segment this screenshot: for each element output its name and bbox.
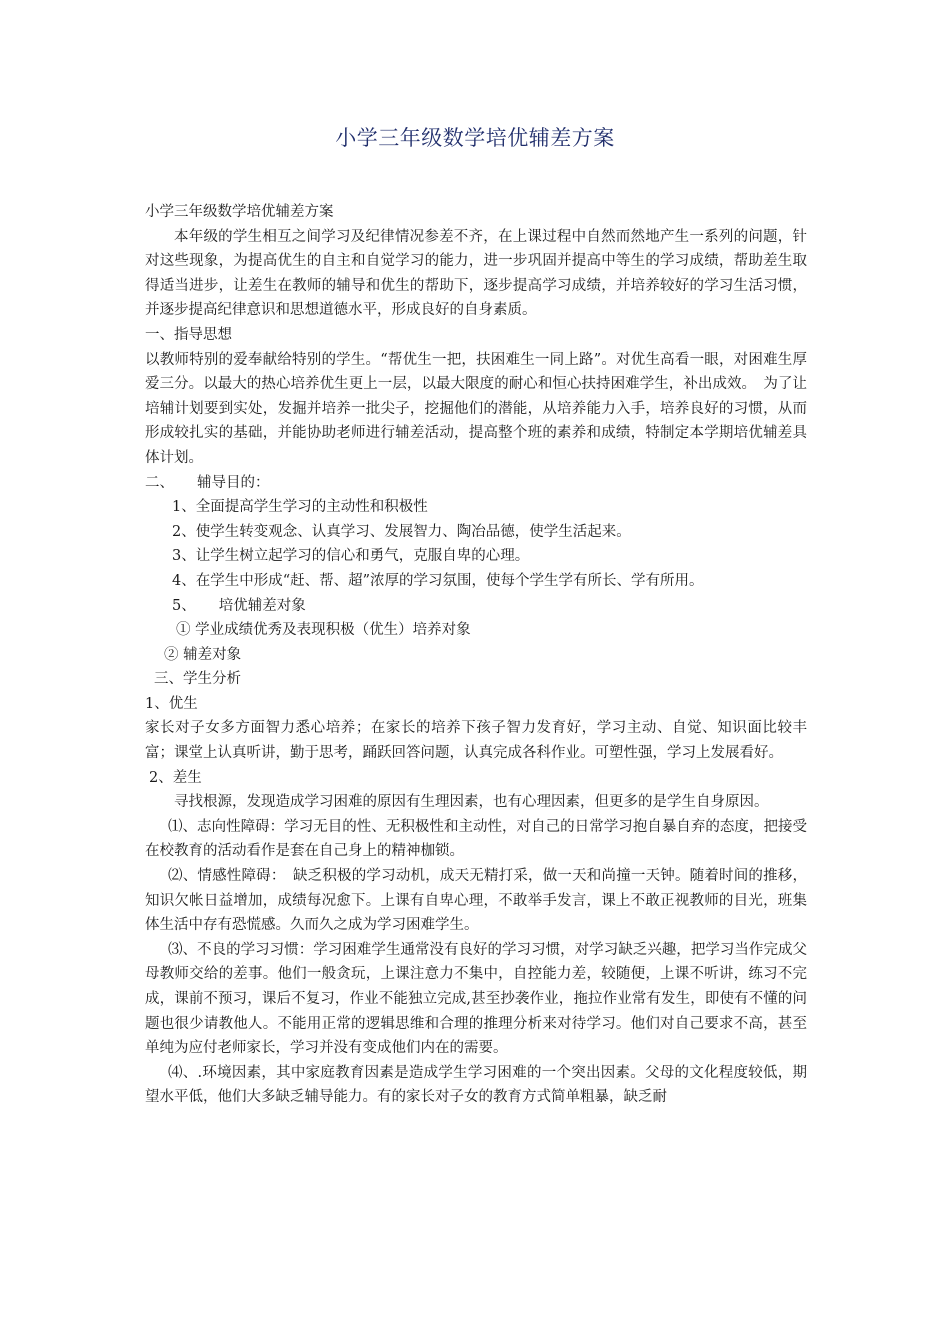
document-subtitle: 小学三年级数学培优辅差方案 [145, 204, 334, 220]
aim-item: 3、让学生树立起学习的信心和勇气，克服自卑的心理。 [172, 548, 530, 565]
aim-5-title: 培优辅差对象 [218, 597, 306, 614]
factor-item: ⑷、.环境因素，其中家庭教育因素是造成学生学习困难的一个突出因素。父母的文化程度较低，期望水平低，他们大多缺乏辅导能力。有的家长对子女的教育方式简单粗暴，缺乏耐 [145, 1064, 807, 1106]
section-1-heading: 一、指导思想 [145, 326, 232, 343]
section-2-title: 辅导目的： [197, 474, 270, 491]
factor-item: ⑵、情感性障碍： 缺乏积极的学习动机，成天无精打采，做一天和尚撞一天钟。随着时间的推移，知识欠帐日益增加，成绩每况愈下。上课有自卑心理，不敢举手发言，课上不敢正视教师的目光，班集体生活中存有恐慌感。久而久之成为学习困难学生。 [145, 868, 807, 934]
aim-item-5 [145, 594, 807, 619]
section-3-heading: 三、学生分析 [154, 671, 241, 688]
factor-item: ⑶、不良的学习习惯：学习困难学生通常没有良好的学习习惯，对学习缺乏兴趣，把学习当作完成父母教师交给的差事。他们一般贪玩，上课注意力不集中，自控能力差，较随便，上课不听讲，练习不完成，课前不预习，课后不复习，作业不能独立完成,甚至抄袭作业，拖拉作业常有发生，即使有不懂的问题也很少请教他人。不能用正常的逻辑思维和合理的推理分析来对待学习。他们对自己要求不高，甚至单纯为应付老师家长，学习并没有变成他们内在的需要。 [145, 941, 807, 1057]
poor-student-intro: 寻找根源，发现造成学习困难的原因有生理因素，也有心理因素，但更多的是学生自身原因。 [174, 794, 769, 811]
intro-paragraph: 本年级的学生相互之间学习及纪律情况参差不齐，在上课过程中自然而然地产生一系列的问题，针对这些现象，为提高优生的自主和自觉学习的能力，进一步巩固并提高中等生的学习成绩，帮助差生取得适当进步，让差生在教师的辅导和优生的帮助下，逐步提高学习成绩，并培养较好的学习生活习惯，并逐步提高纪律意识和思想道德水平，形成良好的自身素质。 [145, 228, 807, 319]
aim-item: 2、使学生转变观念、认真学习、发展智力、陶冶品德，使学生活起来。 [172, 523, 631, 540]
section-2-prefix: 二、 [145, 474, 174, 491]
factor-item: ⑴、志向性障碍：学习无目的性、无积极性和主动性，对自己的日常学习抱自暴自弃的态度，把接受在校教育的活动看作是套在自己身上的精神枷锁。 [145, 818, 807, 860]
aim-5-prefix: 5、 [172, 597, 196, 614]
good-student-heading: 1、优生 [145, 695, 198, 712]
target-group-1: ① 学业成绩优秀及表现积极（优生）培养对象 [176, 622, 471, 639]
poor-student-heading: 2、差生 [149, 769, 202, 786]
document-body [145, 200, 807, 1110]
good-student-text: 家长对子女多方面智力悉心培养；在家长的培养下孩子智力发育好，学习主动、自觉、知识面比较丰富；课堂上认真听讲，勤于思考，踊跃回答问题，认真完成各科作业。可塑性强，学习上发展看好。 [145, 720, 807, 762]
document-title: 小学三年级数学培优辅差方案 [335, 126, 615, 150]
aim-item: 1、全面提高学生学习的主动性和积极性 [172, 499, 428, 516]
target-group-2: ② 辅差对象 [164, 646, 242, 663]
aim-item: 4、在学生中形成“赶、帮、超”浓厚的学习氛围，使每个学生学有所长、学有所用。 [172, 572, 704, 589]
section-2-heading [145, 471, 807, 496]
section-1-text: 以教师特别的爱奉献给特别的学生。“帮优生一把，扶困难生一同上路”。对优生高看一眼，对困难生厚爱三分。以最大的热心培养优生更上一层，以最大限度的耐心和恒心扶持困难学生，补出成效。 为了让培辅计划要到实处，发掘并培养一批尖子，挖掘他们的潜能，从培养能力入手，培养良好的习惯，从而形成较扎实的基础，并能协助老师进行辅差活动，提高整个班的素养和成绩，特制定本学期培优辅差具体计划。 [145, 351, 807, 466]
